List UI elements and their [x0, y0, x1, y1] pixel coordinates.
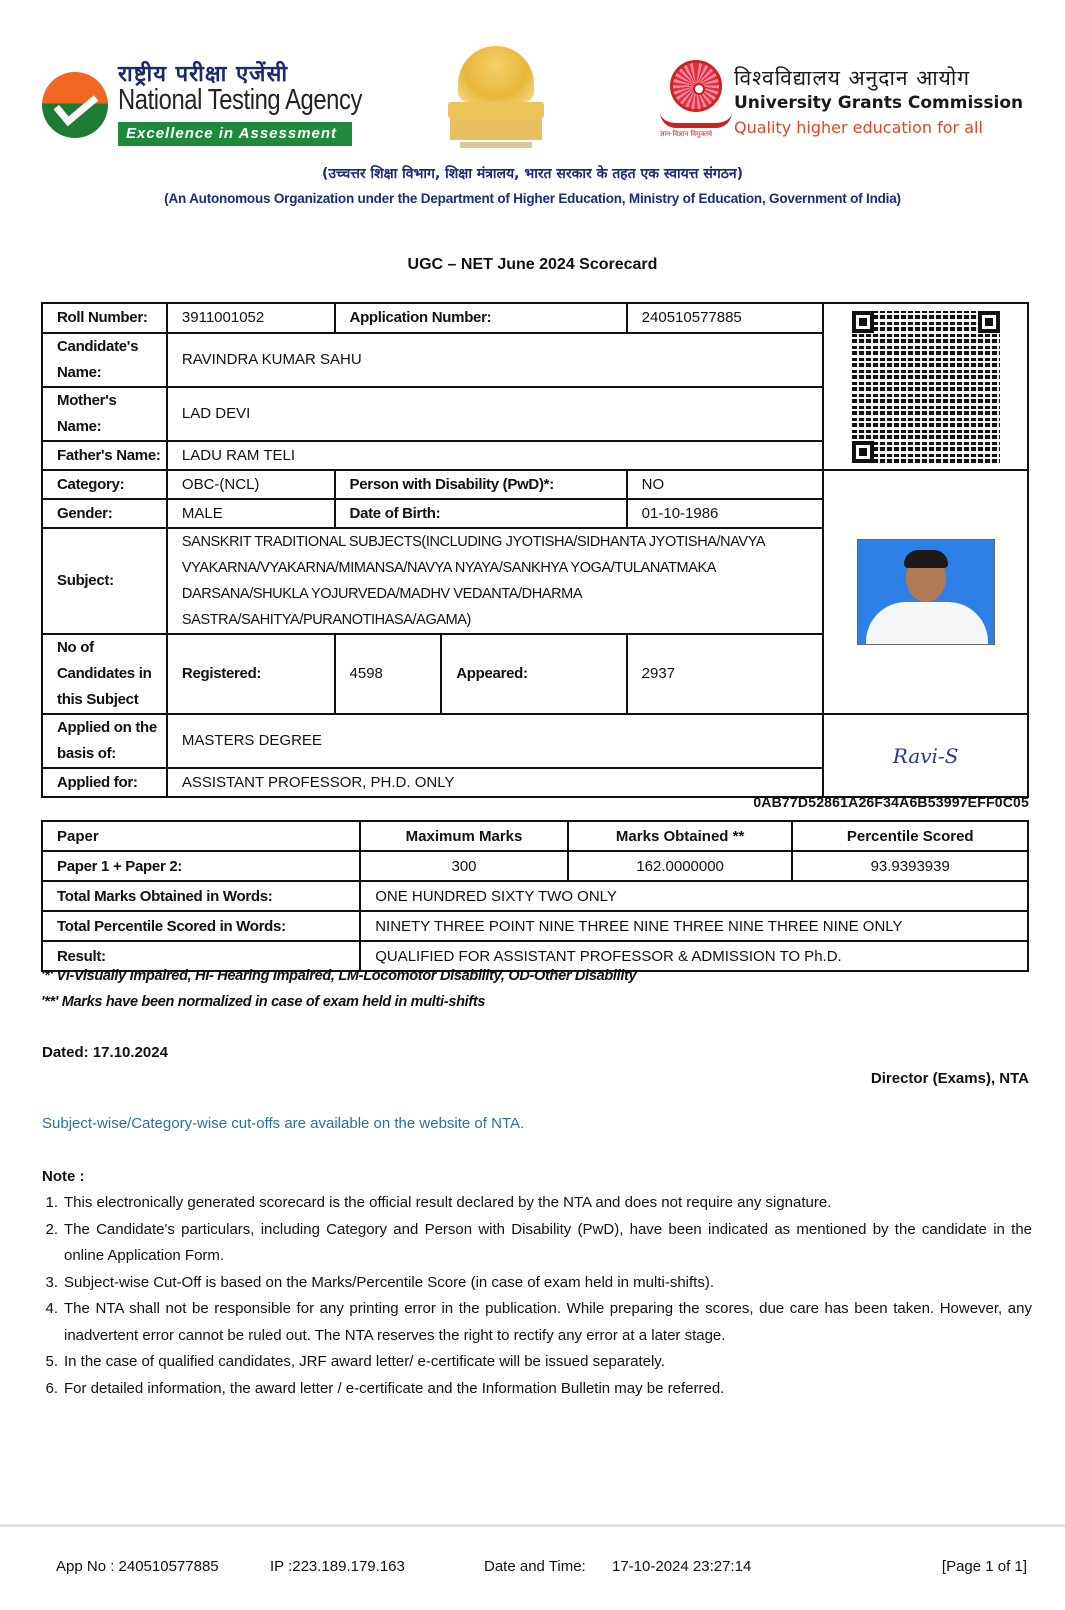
dob-value: 01-10-1986 — [627, 499, 824, 528]
list-item — [42, 1217, 1032, 1270]
note-number: 4. — [45, 1300, 58, 1317]
gender-value: MALE — [167, 499, 335, 528]
ugc-wheel-icon — [670, 60, 722, 112]
table-row — [42, 851, 1028, 881]
applied-for-label: Applied for: — [42, 768, 167, 797]
result-label: Result: — [42, 941, 360, 971]
list-item — [42, 1270, 1032, 1297]
percentile-value: 93.9393939 — [792, 851, 1028, 881]
application-number-label: Application Number: — [335, 303, 627, 333]
mother-name-label: Mother's Name: — [42, 387, 167, 441]
ugc-tagline: Quality higher education for all — [734, 118, 983, 137]
gender-label: Gender: — [42, 499, 167, 528]
note-number: 2. — [45, 1220, 58, 1238]
candidate-details-table — [41, 302, 1029, 798]
nta-english-name: National Testing Agency — [118, 84, 362, 116]
document-header — [0, 0, 1065, 220]
pwd-value: NO — [627, 470, 824, 499]
percentile-words-label: Total Percentile Scored in Words: — [42, 911, 360, 941]
list-item — [42, 1349, 1032, 1376]
dated-label: Dated: 17.10.2024 — [42, 1044, 168, 1061]
signature-cell — [823, 714, 1028, 797]
note-number: 5. — [45, 1353, 58, 1370]
candidate-name-value: RAVINDRA KUMAR SAHU — [167, 333, 823, 387]
director-signatory: Director (Exams), NTA — [870, 1070, 1029, 1087]
footer-app-no: App No : 240510577885 — [56, 1558, 219, 1575]
application-number-value: 240510577885 — [627, 303, 824, 333]
qr-code-icon — [852, 311, 1000, 463]
dob-label: Date of Birth: — [335, 499, 627, 528]
note-number: 1. — [45, 1194, 58, 1211]
list-item — [42, 1296, 1032, 1349]
org-description-hindi: (उच्चत्तर शिक्षा विभाग, शिक्षा मंत्रालय, भारत सरकार के तहत एक स्वायत्त संगठन) — [321, 166, 743, 182]
roll-number-label: Roll Number: — [42, 303, 167, 333]
candidate-signature: Ravi-S — [892, 743, 959, 768]
result-value: QUALIFIED FOR ASSISTANT PROFESSOR & ADMISSION TO Ph.D. — [360, 941, 1028, 971]
note-text: The Candidate's particulars, including Category and Person with Disability (PwD), have been indicated as mentioned by the candidate in the online Application Form. — [64, 1220, 1032, 1264]
note-number: 3. — [45, 1273, 58, 1291]
ugc-english-name: University Grants Commission — [734, 93, 1024, 113]
appeared-value: 2937 — [627, 634, 824, 714]
notes-list — [42, 1190, 1032, 1402]
table-row — [42, 714, 1028, 768]
marks-words-label: Total Marks Obtained in Words: — [42, 881, 360, 911]
percentile-words-value: NINETY THREE POINT NINE THREE NINE THREE NINE THREE NINE ONLY — [360, 911, 1028, 941]
candidate-photo — [857, 539, 995, 645]
footer-datetime: 17-10-2024 23:27:14 — [612, 1558, 752, 1575]
note-text: This electronically generated scorecard is the official result declared by the NTA and does not require any signature. — [64, 1194, 832, 1211]
note-text: Subject-wise Cut-Off is based on the Marks/Percentile Score (in case of exam held in multi-shifts). — [64, 1273, 714, 1291]
org-description-english: (An Autonomous Organization under the Department of Higher Education, Ministry of Education, Government of India) — [164, 191, 901, 206]
applied-basis-label: Applied on the basis of: — [42, 714, 167, 768]
list-item — [42, 1190, 1032, 1217]
nta-logo — [40, 58, 360, 148]
subject-value: SANSKRIT TRADITIONAL SUBJECTS(INCLUDING JYOTISHA/SIDHANTA JYOTISHA/NAVYA VYAKARNA/VYAKARNA/MIMANSA/NAVYA NYAYA/SANKHYA YOGA/TULANATMAKA DARSANA/SHUKLA YOJURVEDA/MADHV VEDANTA/DHARMA SASTRA/SAHITYA/PURANOTIHASA/AGAMA) — [167, 528, 823, 634]
table-row — [42, 303, 1028, 333]
footer-page-number: [Page 1 of 1] — [941, 1558, 1027, 1575]
candidates-in-subject-label: No of Candidates in this Subject — [42, 634, 167, 714]
note-number: 6. — [45, 1379, 58, 1397]
subject-label: Subject: — [42, 528, 167, 634]
mother-name-value: LAD DEVI — [167, 387, 823, 441]
registered-value: 4598 — [335, 634, 442, 714]
table-row — [42, 911, 1028, 941]
pwd-label: Person with Disability (PwD)*: — [335, 470, 627, 499]
roll-number-value: 3911001052 — [167, 303, 335, 333]
applied-basis-value: MASTERS DEGREE — [167, 714, 823, 768]
ugc-logo-caption: ज्ञान-विज्ञान विमुक्तये — [660, 131, 713, 138]
marks-header-row — [42, 821, 1028, 851]
father-name-label: Father's Name: — [42, 441, 167, 470]
page-title: UGC – NET June 2024 Scorecard — [407, 256, 658, 273]
father-name-value: LADU RAM TELI — [167, 441, 823, 470]
footnote-normalization: '**' Marks have been normalized in case of exam held in multi-shifts — [41, 994, 486, 1010]
candidate-name-label: Candidate's Name: — [42, 333, 167, 387]
appeared-label: Appeared: — [441, 634, 626, 714]
table-row — [42, 941, 1028, 971]
table-row — [42, 470, 1028, 499]
table-row — [42, 881, 1028, 911]
nta-hindi-name: राष्ट्रीय परीक्षा एजेंसी — [118, 61, 289, 87]
category-label: Category: — [42, 470, 167, 499]
ugc-logo — [660, 60, 1030, 144]
ugc-book-icon — [660, 112, 732, 128]
marks-table — [41, 820, 1029, 972]
qr-code-cell — [823, 303, 1028, 470]
state-emblem-icon — [436, 46, 556, 154]
list-item — [42, 1376, 1032, 1403]
applied-for-value: ASSISTANT PROFESSOR, PH.D. ONLY — [167, 768, 823, 797]
marks-words-value: ONE HUNDRED SIXTY TWO ONLY — [360, 881, 1028, 911]
ugc-hindi-name: विश्वविद्यालय अनुदान आयोग — [734, 66, 971, 90]
registered-label: Registered: — [167, 634, 335, 714]
maximum-marks-value: 300 — [360, 851, 568, 881]
header-marks-obtained: Marks Obtained ** — [568, 821, 793, 851]
header-percentile: Percentile Scored — [792, 821, 1028, 851]
header-maximum-marks: Maximum Marks — [360, 821, 568, 851]
category-value: OBC-(NCL) — [167, 470, 335, 499]
footer-ip: IP :223.189.179.163 — [270, 1558, 405, 1575]
notes-title: Note : — [42, 1168, 85, 1185]
header-paper: Paper — [42, 821, 360, 851]
note-text: In the case of qualified candidates, JRF award letter/ e-certificate will be issued separately. — [64, 1353, 665, 1370]
candidate-photo-cell — [823, 470, 1028, 714]
marks-obtained-value: 162.0000000 — [568, 851, 793, 881]
footnote-disability: '*' VI-Visually Impaired, HI- Hearing Impaired, LM-Locomotor Disability, OD-Other Disability — [41, 968, 637, 984]
verification-hash: 0AB77D52861A26F34A6B53997EFF0C05 — [753, 794, 1029, 810]
note-text: For detailed information, the award letter / e-certificate and the Information Bulletin may be referred. — [64, 1379, 725, 1397]
nta-tagline: Excellence in Assessment — [118, 122, 352, 146]
note-text: The NTA shall not be responsible for any printing error in the publication. While preparing the scores, due care has been taken. However, any inadvertent error cannot be ruled out. The NTA reserves the right to rectify any error at a later stage. — [64, 1300, 1032, 1344]
paper-name: Paper 1 + Paper 2: — [42, 851, 360, 881]
cutoff-notice-link[interactable]: Subject-wise/Category-wise cut-offs are available on the website of NTA. — [42, 1115, 525, 1132]
footer-datetime-label: Date and Time: — [484, 1558, 586, 1575]
nta-checkmark-icon — [42, 72, 108, 138]
footer-divider — [0, 1524, 1065, 1527]
